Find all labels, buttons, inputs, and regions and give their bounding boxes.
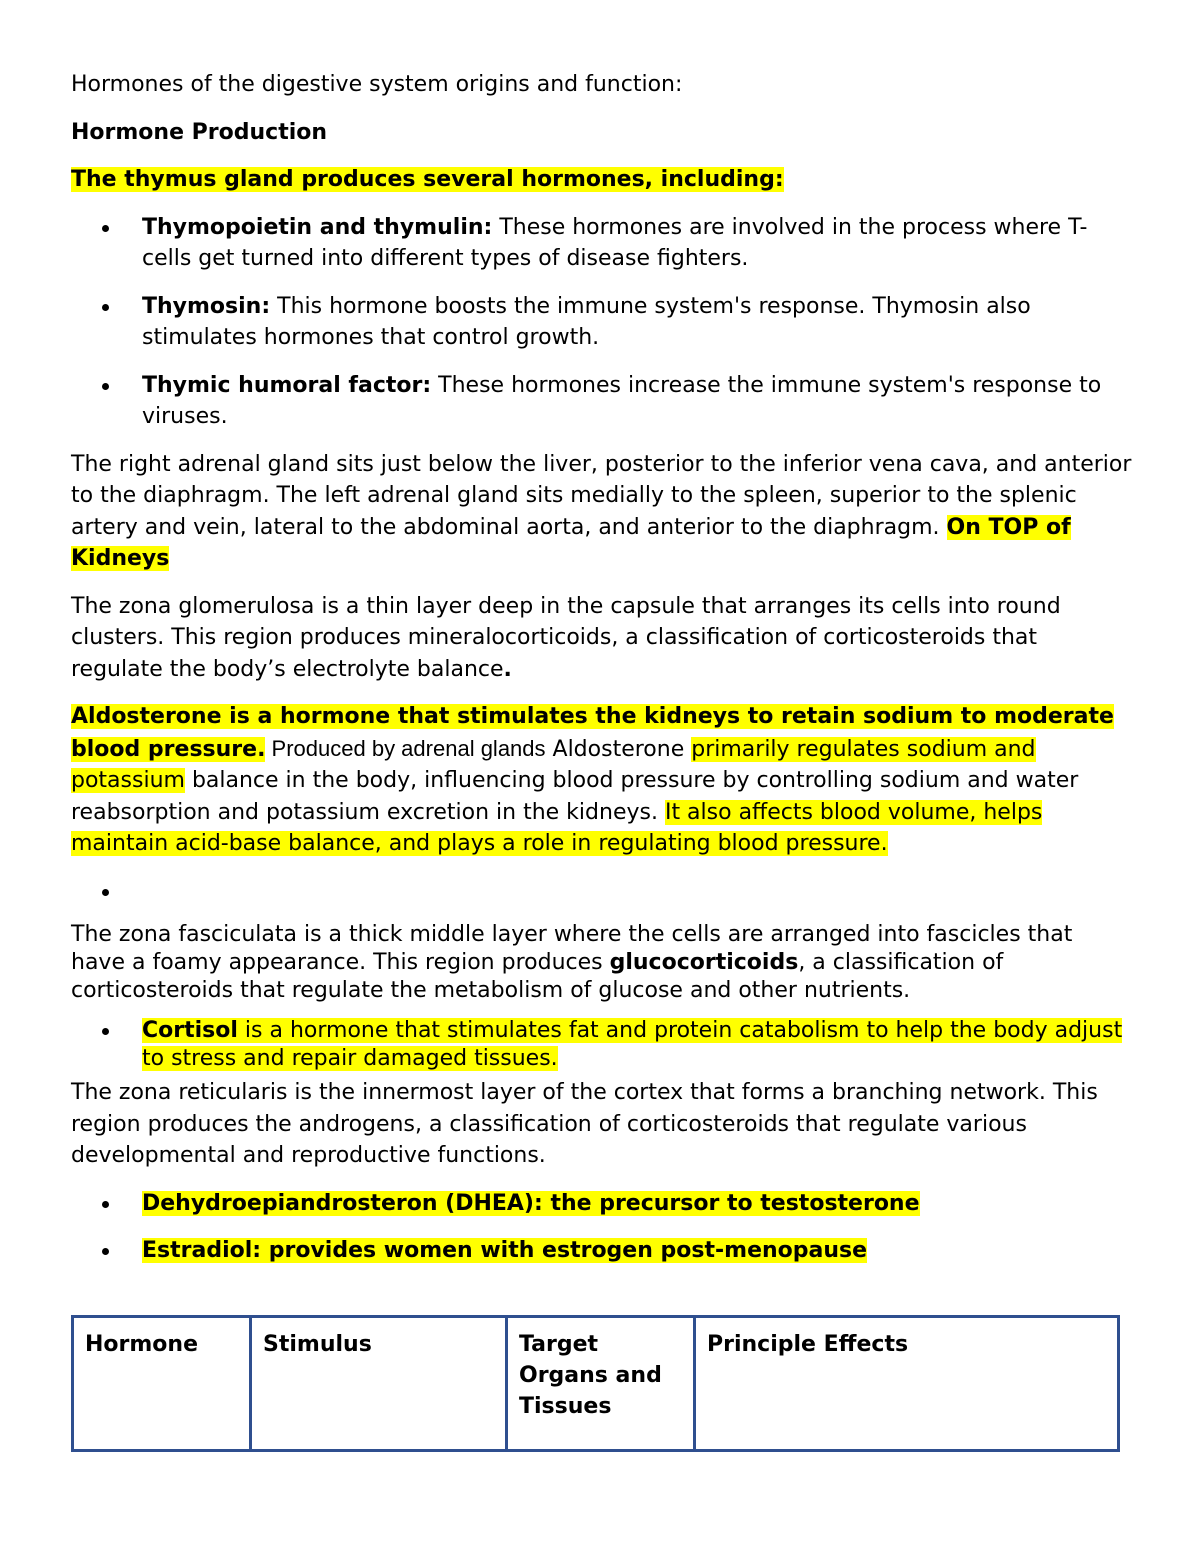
androgen-list bbox=[71, 1188, 1133, 1267]
list-item: Cortisol is a hormone that stimulates fat and protein catabolism to help the body adjust to stress and repair damaged tissues. bbox=[71, 1017, 1133, 1073]
hormone-table bbox=[71, 1315, 1120, 1452]
list-item: Thymopoietin and thymulin: These hormones are involved in the process where T-cells get turned into different types of disease fighters. bbox=[71, 212, 1133, 275]
section-heading: Hormone Production bbox=[71, 119, 328, 145]
bullet-icon bbox=[102, 1248, 109, 1255]
document-title: Hormones of the digestive system origins and function: bbox=[71, 72, 683, 97]
table-header-target: Target Organs and Tissues bbox=[507, 1317, 695, 1451]
aldosterone-paragraph: Aldosterone is a hormone that stimulates the kidneys to retain sodium to moderate blood pressure. Produced by adrenal glands Aldosterone primarily regulates sodium and potassium balance in the body, influencing blood pressure by controlling sodium and water reabsorption and potassium excretion in the kidneys. It also affects blood volume, helps maintain acid-base balance, and plays a role in regulating blood pressure. bbox=[71, 704, 1114, 856]
document-page bbox=[71, 69, 1133, 1267]
list-item: Thymic humoral factor: These hormones increase the immune system's response to viruses. bbox=[71, 370, 1133, 433]
bullet-icon bbox=[102, 383, 109, 390]
list-item: Thymosin: This hormone boosts the immune system's response. Thymosin also stimulates hormones that control growth. bbox=[71, 291, 1133, 354]
table-header-hormone: Hormone bbox=[73, 1317, 251, 1451]
list-item: Estradiol: provides women with estrogen post-menopause bbox=[71, 1235, 1133, 1267]
table-header-effects: Principle Effects bbox=[695, 1317, 1119, 1451]
zona-glomerulosa-paragraph: The zona glomerulosa is a thin layer deep in the capsule that arranges its cells into round clusters. This region produces mineralocorticoids, a classification of corticosteroids that regulate the body’s electrolyte balance. bbox=[71, 593, 1061, 682]
thymus-intro: The thymus gland produces several hormones, including: bbox=[71, 167, 784, 192]
adrenal-location-paragraph: The right adrenal gland sits just below the liver, posterior to the inferior vena cava, and anterior to the diaphragm. The left adrenal gland sits medially to the spleen, superior to the splenic artery and vein, lateral to the abdominal aorta, and anterior to the diaphragm. On TOP of Kidneys bbox=[71, 451, 1132, 571]
thymus-hormone-list bbox=[71, 212, 1133, 433]
table-header-row bbox=[73, 1317, 1119, 1451]
bullet-icon bbox=[102, 304, 109, 311]
cortisol-list bbox=[71, 1017, 1133, 1073]
bullet-icon bbox=[102, 1201, 109, 1208]
bullet-icon bbox=[102, 889, 109, 896]
bullet-icon bbox=[102, 225, 109, 232]
table-header-stimulus: Stimulus bbox=[251, 1317, 507, 1451]
zona-reticularis-paragraph: The zona reticularis is the innermost layer of the cortex that forms a branching network. This region produces the androgens, a classification of corticosteroids that regulate various developmental and reproductive functions. bbox=[71, 1080, 1098, 1168]
zona-fasciculata-paragraph: The zona fasciculata is a thick middle layer where the cells are arranged into fascicles that have a foamy appearance. This region produces glucocorticoids, a classification of corticosteroids that regulate the metabolism of glucose and other nutrients. bbox=[71, 922, 1073, 1003]
list-item bbox=[71, 876, 1133, 908]
list-item: Dehydroepiandrosteron (DHEA): the precursor to testosterone bbox=[71, 1188, 1133, 1220]
empty-bullet-list bbox=[71, 876, 1133, 908]
bullet-icon bbox=[102, 1028, 109, 1035]
